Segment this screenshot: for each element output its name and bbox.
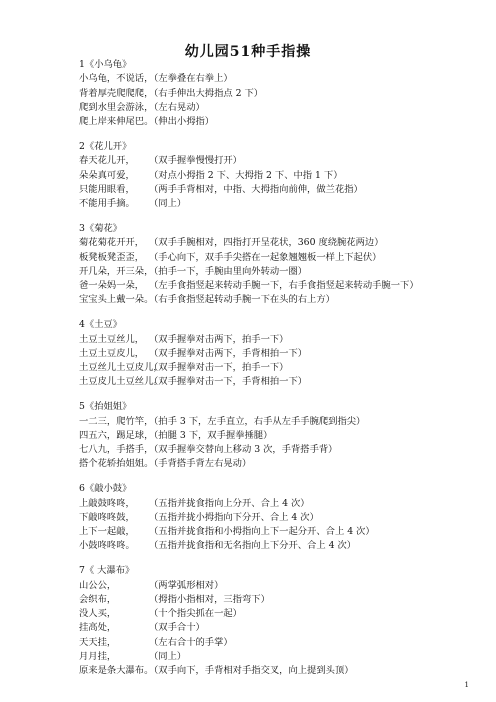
action-text: （左拳叠在右拳上）: [149, 73, 233, 85]
action-text: （右手食指竖起转动手腕一下在头的右上方）: [149, 294, 335, 306]
verse-text: 上下一起敲，: [79, 526, 135, 538]
rhyme-line: [79, 539, 479, 553]
action-text: （拇指小指相对，三指弯下）: [149, 593, 270, 605]
verse-text: 小鼓咚咚咚。: [79, 540, 135, 552]
rhyme-line: [79, 607, 479, 621]
action-text: （左右晃动）: [149, 101, 205, 113]
verse-text: 天天挂，: [79, 636, 117, 648]
rhyme-section: [79, 400, 479, 471]
rhyme-line: [79, 154, 479, 168]
rhyme-line: [79, 72, 479, 86]
verse-text: 一二三，爬竹竿，: [79, 415, 154, 427]
rhyme-list: [79, 58, 479, 689]
action-text: （双手握拳交替向上移动 3 次，手背搭手背）: [149, 444, 338, 456]
rhyme-title: 4《土豆》: [79, 319, 123, 331]
verse-text: 没人买，: [79, 608, 117, 620]
rhyme-line: [79, 265, 479, 279]
rhyme-title: 3《菊花》: [79, 222, 123, 234]
rhyme-line: [79, 375, 479, 389]
verse-text: 山公公，: [79, 579, 117, 591]
rhyme-line: [79, 115, 479, 129]
rhyme-section: [79, 140, 479, 211]
verse-text: 菊花菊花开开，: [79, 237, 145, 249]
action-text: （两掌弧形相对）: [149, 579, 224, 591]
rhyme-section: [79, 222, 479, 308]
rhyme-line: [79, 251, 479, 265]
action-text: （五指并拢小拇指向下分开、合上 4 次）: [149, 511, 319, 523]
rhyme-section: [79, 482, 479, 553]
verse-text: 开几朵，开三朵，: [79, 265, 154, 277]
verse-text: 春天花儿开，: [79, 155, 135, 167]
verse-text: 土豆丝儿土豆皮儿，: [79, 362, 163, 374]
verse-text: 原来是条大瀑布。: [79, 665, 154, 677]
verse-text: 爬到水里会游泳，: [79, 101, 154, 113]
rhyme-line: [79, 347, 479, 361]
rhyme-line: [79, 197, 479, 211]
action-text: （五指并拢食指和小拇指向上下一起分开、合上 4 次）: [149, 526, 375, 538]
verse-text: 爬上岸来伸尾巴。: [79, 116, 154, 128]
rhyme-line: [79, 333, 479, 347]
verse-text: 小乌龟，不说话，: [79, 73, 154, 85]
verse-text: 上敲鼓咚咚，: [79, 497, 135, 509]
rhyme-line: [79, 361, 479, 375]
page-title: 幼儿园51种手指操: [184, 44, 312, 60]
action-text: （同上）: [149, 650, 187, 662]
rhyme-title: 5《抬姐姐》: [79, 401, 132, 413]
action-text: （伸出小拇指）: [149, 116, 215, 128]
verse-text: 土豆土豆丝儿，: [79, 333, 145, 345]
action-text: （双手手腕相对，四指打开呈花状，360 度绕腕花两边）: [149, 237, 384, 249]
verse-text: 板凳板凳歪歪，: [79, 251, 145, 263]
rhyme-title: 6《敲小鼓》: [79, 483, 132, 495]
verse-text: 搭个花轿抬姐姐。: [79, 458, 154, 470]
action-text: （双手合十）: [149, 622, 205, 634]
rhyme-section: [79, 318, 479, 389]
verse-text: 土豆皮儿土豆丝儿。: [79, 376, 163, 388]
rhyme-line: [79, 650, 479, 664]
action-text: （拍手一下，手腕由里向外转动一圈）: [149, 265, 308, 277]
rhyme-line: [79, 636, 479, 650]
action-text: （十个指尖抓在一起）: [149, 608, 242, 620]
rhyme-line: [79, 497, 479, 511]
verse-text: 土豆土豆皮儿，: [79, 347, 145, 359]
page-number: 1: [464, 681, 469, 689]
action-text: （左手食指竖起来转动手腕一下，右手食指竖起来转动手腕一下）: [149, 280, 419, 292]
action-text: （同上）: [149, 198, 187, 210]
action-text: （五指并拢食指向上分开、合上 4 次）: [149, 497, 310, 509]
verse-text: 爸一朵妈一朵，: [79, 280, 145, 292]
rhyme-line: [79, 279, 479, 293]
action-text: （拍腿 3 下，双手握拳捶腿）: [149, 429, 273, 441]
action-text: （拍手 3 下，左手直立，右手从左手手腕爬到指尖）: [149, 415, 366, 427]
action-text: （双手向下，手背相对手指交叉，向上提到头顶）: [149, 665, 354, 677]
action-text: （五指并拢食指和无名指向上下分开、合上 4 次）: [149, 540, 357, 552]
action-text: （双手握拳对击两下，手背相拍一下）: [149, 347, 308, 359]
verse-text: 月月挂，: [79, 650, 117, 662]
rhyme-title: 1《小乌龟》: [79, 59, 132, 70]
verse-text: 背着厚壳爬爬爬，: [79, 87, 154, 99]
action-text: （对点小拇指 2 下、大拇指 2 下、中指 1 下）: [149, 169, 343, 181]
verse-text: 会织布，: [79, 593, 117, 605]
verse-text: 四五六，踢足球，: [79, 429, 154, 441]
action-text: （双手握拳对击一下，手背相拍一下）: [149, 376, 308, 388]
rhyme-line: [79, 525, 479, 539]
rhyme-line: [79, 183, 479, 197]
rhyme-title: 2《花儿开》: [79, 140, 132, 152]
verse-text: 只能用眼看，: [79, 183, 135, 195]
rhyme-line: [79, 593, 479, 607]
action-text: （双手握拳对击两下，拍手一下）: [149, 333, 289, 345]
action-text: （双手握拳对击一下，拍手一下）: [149, 362, 289, 374]
rhyme-line: [79, 429, 479, 443]
rhyme-section: [79, 58, 479, 129]
rhyme-line: [79, 236, 479, 250]
rhyme-line: [79, 169, 479, 183]
rhyme-line: [79, 664, 479, 678]
action-text: （手心向下，双手手尖搭在一起象翘翘板一样上下起伏）: [149, 251, 382, 263]
rhyme-title: 7《 大瀑布》: [79, 565, 135, 577]
rhyme-section: [79, 564, 479, 678]
rhyme-line: [79, 101, 479, 115]
verse-text: 挂高处，: [79, 622, 117, 634]
verse-text: 不能用手摘。: [79, 198, 135, 210]
rhyme-line: [79, 621, 479, 635]
action-text: （左右合十的手掌）: [149, 636, 233, 648]
action-text: （右手伸出大拇指点 2 下）: [149, 87, 264, 99]
action-text: （两手手背相对，中指、大拇指向前伸，做兰花指）: [149, 183, 363, 195]
action-text: （手背搭手背左右晃动）: [149, 458, 252, 470]
verse-text: 七八九，手搭手，: [79, 444, 154, 456]
rhyme-line: [79, 443, 479, 457]
rhyme-line: [79, 87, 479, 101]
rhyme-line: [79, 511, 479, 525]
rhyme-line: [79, 293, 479, 307]
action-text: （双手握拳慢慢打开）: [149, 155, 242, 167]
verse-text: 朵朵真可爱，: [79, 169, 135, 181]
rhyme-line: [79, 579, 479, 593]
rhyme-line: [79, 457, 479, 471]
rhyme-line: [79, 415, 479, 429]
verse-text: 下敲咚咚鼓，: [79, 511, 135, 523]
verse-text: 宝宝头上戴一朵。: [79, 294, 154, 306]
